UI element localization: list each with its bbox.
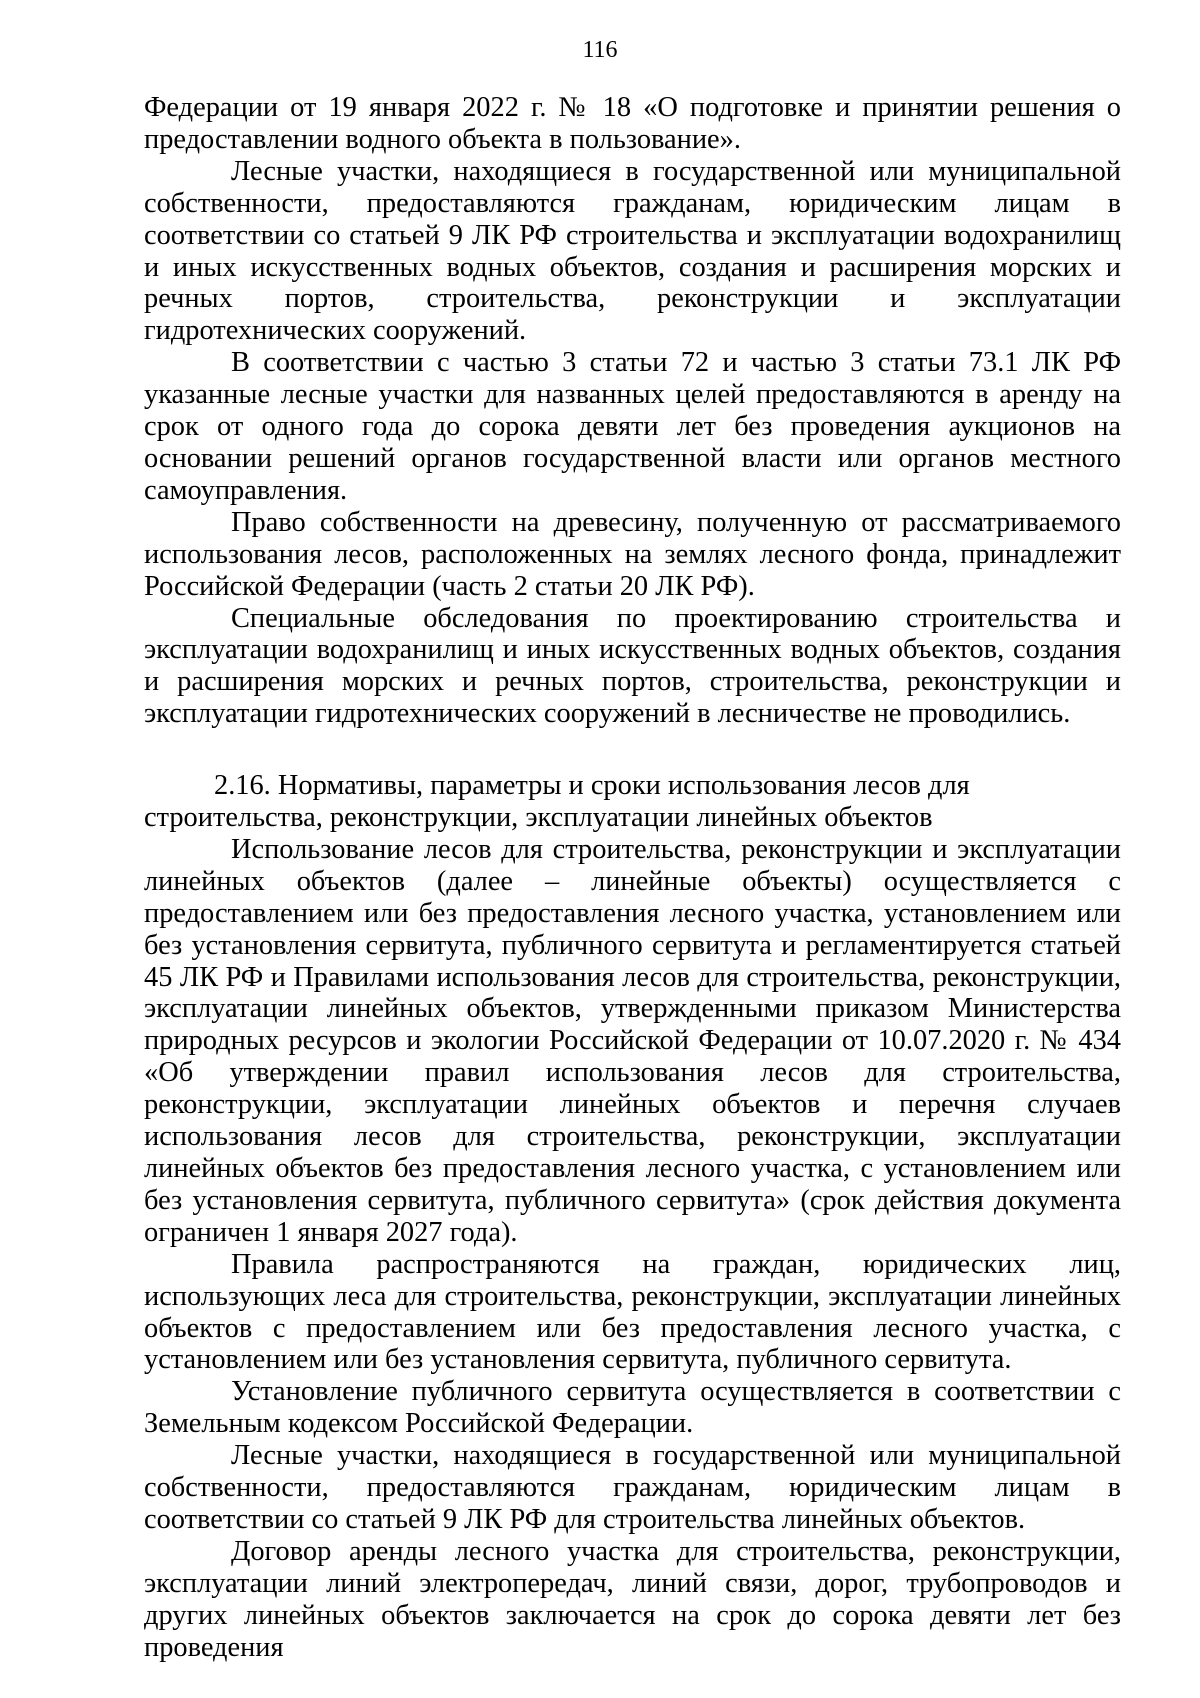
document-body xyxy=(144,92,1121,1664)
paragraph: Специальные обследования по проектированию строительства и эксплуатации водохранилищ и иных искусственных водных объектов, создания и расширения морских и речных портов, строительства, реконструкции и эксплуатации гидротехнических сооружений в лесничестве не проводились. xyxy=(144,602,1121,730)
paragraph: Использование лесов для строительства, реконструкции и эксплуатации линейных объектов (далее – линейные объекты) осуществляется с предоставлением или без предоставления лесного участка, установлением или без установления сервитута, публичного сервитута и регламентируется статьей 45 ЛК РФ и Правилами использования лесов для строительства, реконструкции, эксплуатации линейных объектов, утвержденными приказом Министерства природных ресурсов и экологии Российской Федерации от 10.07.2020 г. № 434 «Об утверждении правил использования лесов для строительства, реконструкции, эксплуатации линейных объектов и перечня случаев использования лесов для строительства, реконструкции, эксплуатации линейных объектов без предоставления лесного участка, с установлением или без установления сервитута, публичного сервитута» (срок действия документа ограничен 1 января 2027 года). xyxy=(144,833,1121,1248)
paragraph-continuation: Федерации от 19 января 2022 г. № 18 «О подготовке и принятии решения о предоставлении водного объекта в пользование». xyxy=(144,92,1121,155)
section-heading: 2.16. Нормативы, параметры и сроки использования лесов для строительства, реконструкции, эксплуатации линейных объектов xyxy=(144,770,970,834)
page-number: 116 xyxy=(582,37,618,63)
paragraph: Правила распространяются на граждан, юридических лиц, использующих леса для строительства, реконструкции, эксплуатации линейных объектов с предоставлением или без предоставления лесного участка, с установлением или без установления сервитута, публичного сервитута. xyxy=(144,1248,1121,1376)
paragraph: Договор аренды лесного участка для строительства, реконструкции, эксплуатации линий электропередач, линий связи, дорог, трубопроводов и других линейных объектов заключается на срок до сорока девяти лет без проведения xyxy=(144,1535,1121,1663)
paragraph: Лесные участки, находящиеся в государственной или муниципальной собственности, предоставляются гражданам, юридическим лицам в соответствии со статьей 9 ЛК РФ для строительства линейных объектов. xyxy=(144,1440,1121,1535)
paragraph: Право собственности на древесину, полученную от рассматриваемого использования лесов, расположенных на землях лесного фонда, принадлежит Российской Федерации (часть 2 статьи 20 ЛК РФ). xyxy=(144,506,1121,602)
paragraph: Лесные участки, находящиеся в государственной или муниципальной собственности, предоставляются гражданам, юридическим лицам в соответствии со статьей 9 ЛК РФ строительства и эксплуатации водохранилищ и иных искусственных водных объектов, создания и расширения морских и речных портов, строительства, реконструкции и эксплуатации гидротехнических сооружений. xyxy=(144,155,1121,347)
paragraph: Установление публичного сервитута осуществляется в соответствии с Земельным кодексом Российской Федерации. xyxy=(144,1376,1121,1440)
paragraph: В соответствии с частью 3 статьи 72 и частью 3 статьи 73.1 ЛК РФ указанные лесные участки для названных целей предоставляются в аренду на срок от одного года до сорока девяти лет без проведения аукционов на основании решений органов государственной власти или органов местного самоуправления. xyxy=(144,347,1121,506)
